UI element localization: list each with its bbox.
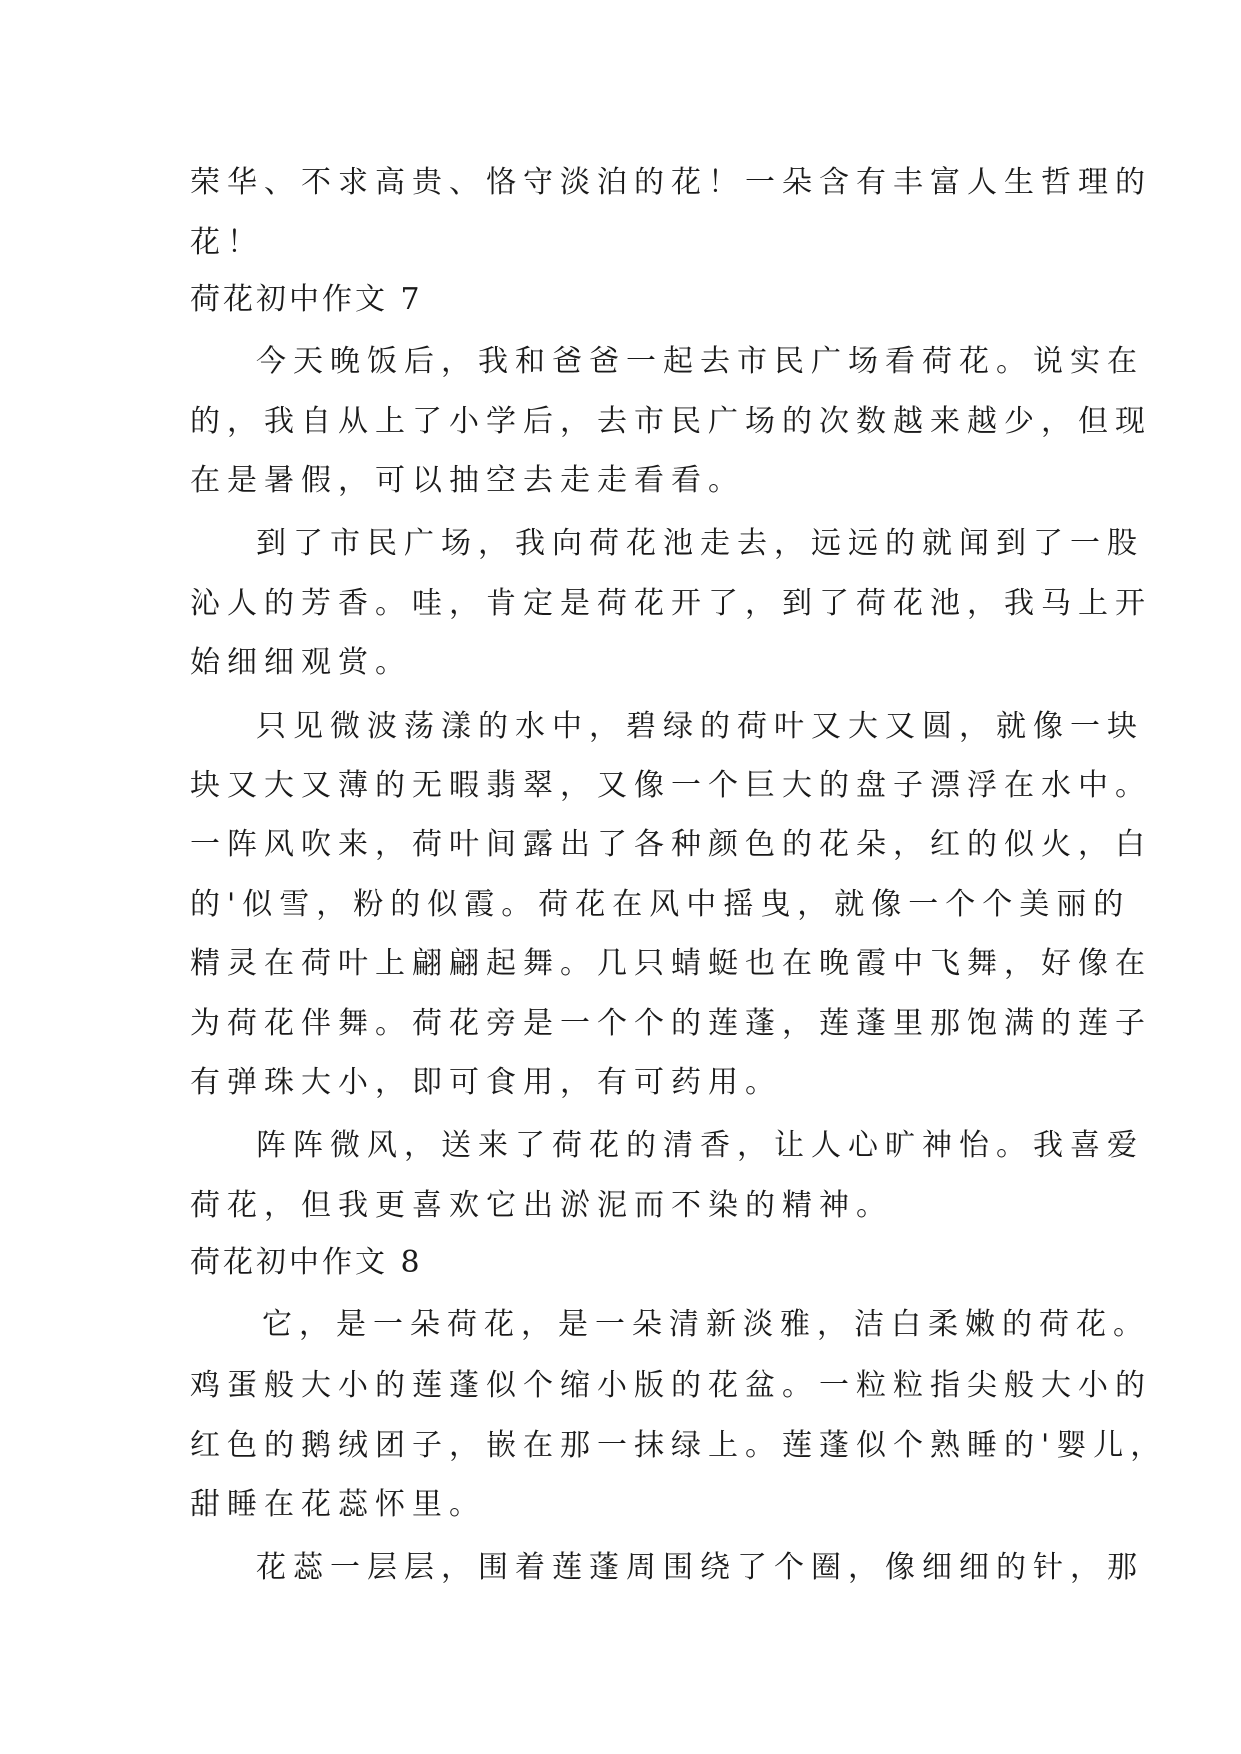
paragraph-line: 在是暑假，可以抽空去走走看看。 (190, 463, 745, 498)
paragraph-line: 甜睡在花蕊怀里。 (190, 1487, 486, 1522)
paragraph-line: 荣华、不求高贵、恪守淡泊的花！一朵含有丰富人生哲理的 (190, 165, 1152, 200)
paragraph-line: 阵阵微风，送来了荷花的清香，让人心旷神怡。我喜爱 (256, 1128, 1144, 1163)
paragraph-line: 红色的鹅绒团子，嵌在那一抹绿上。莲蓬似个熟睡的'婴儿， (190, 1428, 1168, 1463)
paragraph-line: 有弹珠大小，即可食用，有可药用。 (190, 1065, 782, 1100)
paragraph-line: 一阵风吹来，荷叶间露出了各种颜色的花朵，红的似火，白 (190, 827, 1152, 862)
paragraph-line: 始细细观赏。 (190, 645, 412, 680)
paragraph-line: 花蕊一层层，围着莲蓬周围绕了个圈，像细细的针，那 (256, 1550, 1144, 1585)
paragraph-line: 到了市民广场，我向荷花池走去，远远的就闻到了一股 (256, 526, 1144, 561)
paragraph-line: 它，是一朵荷花，是一朵清新淡雅，洁白柔嫩的荷花。 (262, 1307, 1150, 1342)
paragraph-line: 精灵在荷叶上翩翩起舞。几只蜻蜓也在晚霞中飞舞，好像在 (190, 946, 1152, 981)
paragraph-line: 今天晚饭后，我和爸爸一起去市民广场看荷花。说实在 (256, 344, 1144, 379)
section-heading: 荷花初中作文 7 (190, 282, 423, 317)
paragraph-line: 花！ (190, 225, 264, 260)
paragraph-line: 的'似雪，粉的似霞。荷花在风中摇曳，就像一个个美丽的 (190, 887, 1131, 922)
paragraph-line: 荷花，但我更喜欢它出淤泥而不染的精神。 (190, 1188, 893, 1223)
paragraph-line: 为荷花伴舞。荷花旁是一个个的莲蓬，莲蓬里那饱满的莲子 (190, 1006, 1152, 1041)
paragraph-line: 只见微波荡漾的水中，碧绿的荷叶又大又圆，就像一块 (256, 709, 1144, 744)
paragraph-line: 鸡蛋般大小的莲蓬似个缩小版的花盆。一粒粒指尖般大小的 (190, 1368, 1152, 1403)
paragraph-line: 沁人的芳香。哇，肯定是荷花开了，到了荷花池，我马上开 (190, 586, 1152, 621)
paragraph-line: 的，我自从上了小学后，去市民广场的次数越来越少，但现 (190, 404, 1152, 439)
section-heading: 荷花初中作文 8 (190, 1245, 423, 1280)
paragraph-line: 块又大又薄的无暇翡翠，又像一个巨大的盘子漂浮在水中。 (190, 768, 1152, 803)
